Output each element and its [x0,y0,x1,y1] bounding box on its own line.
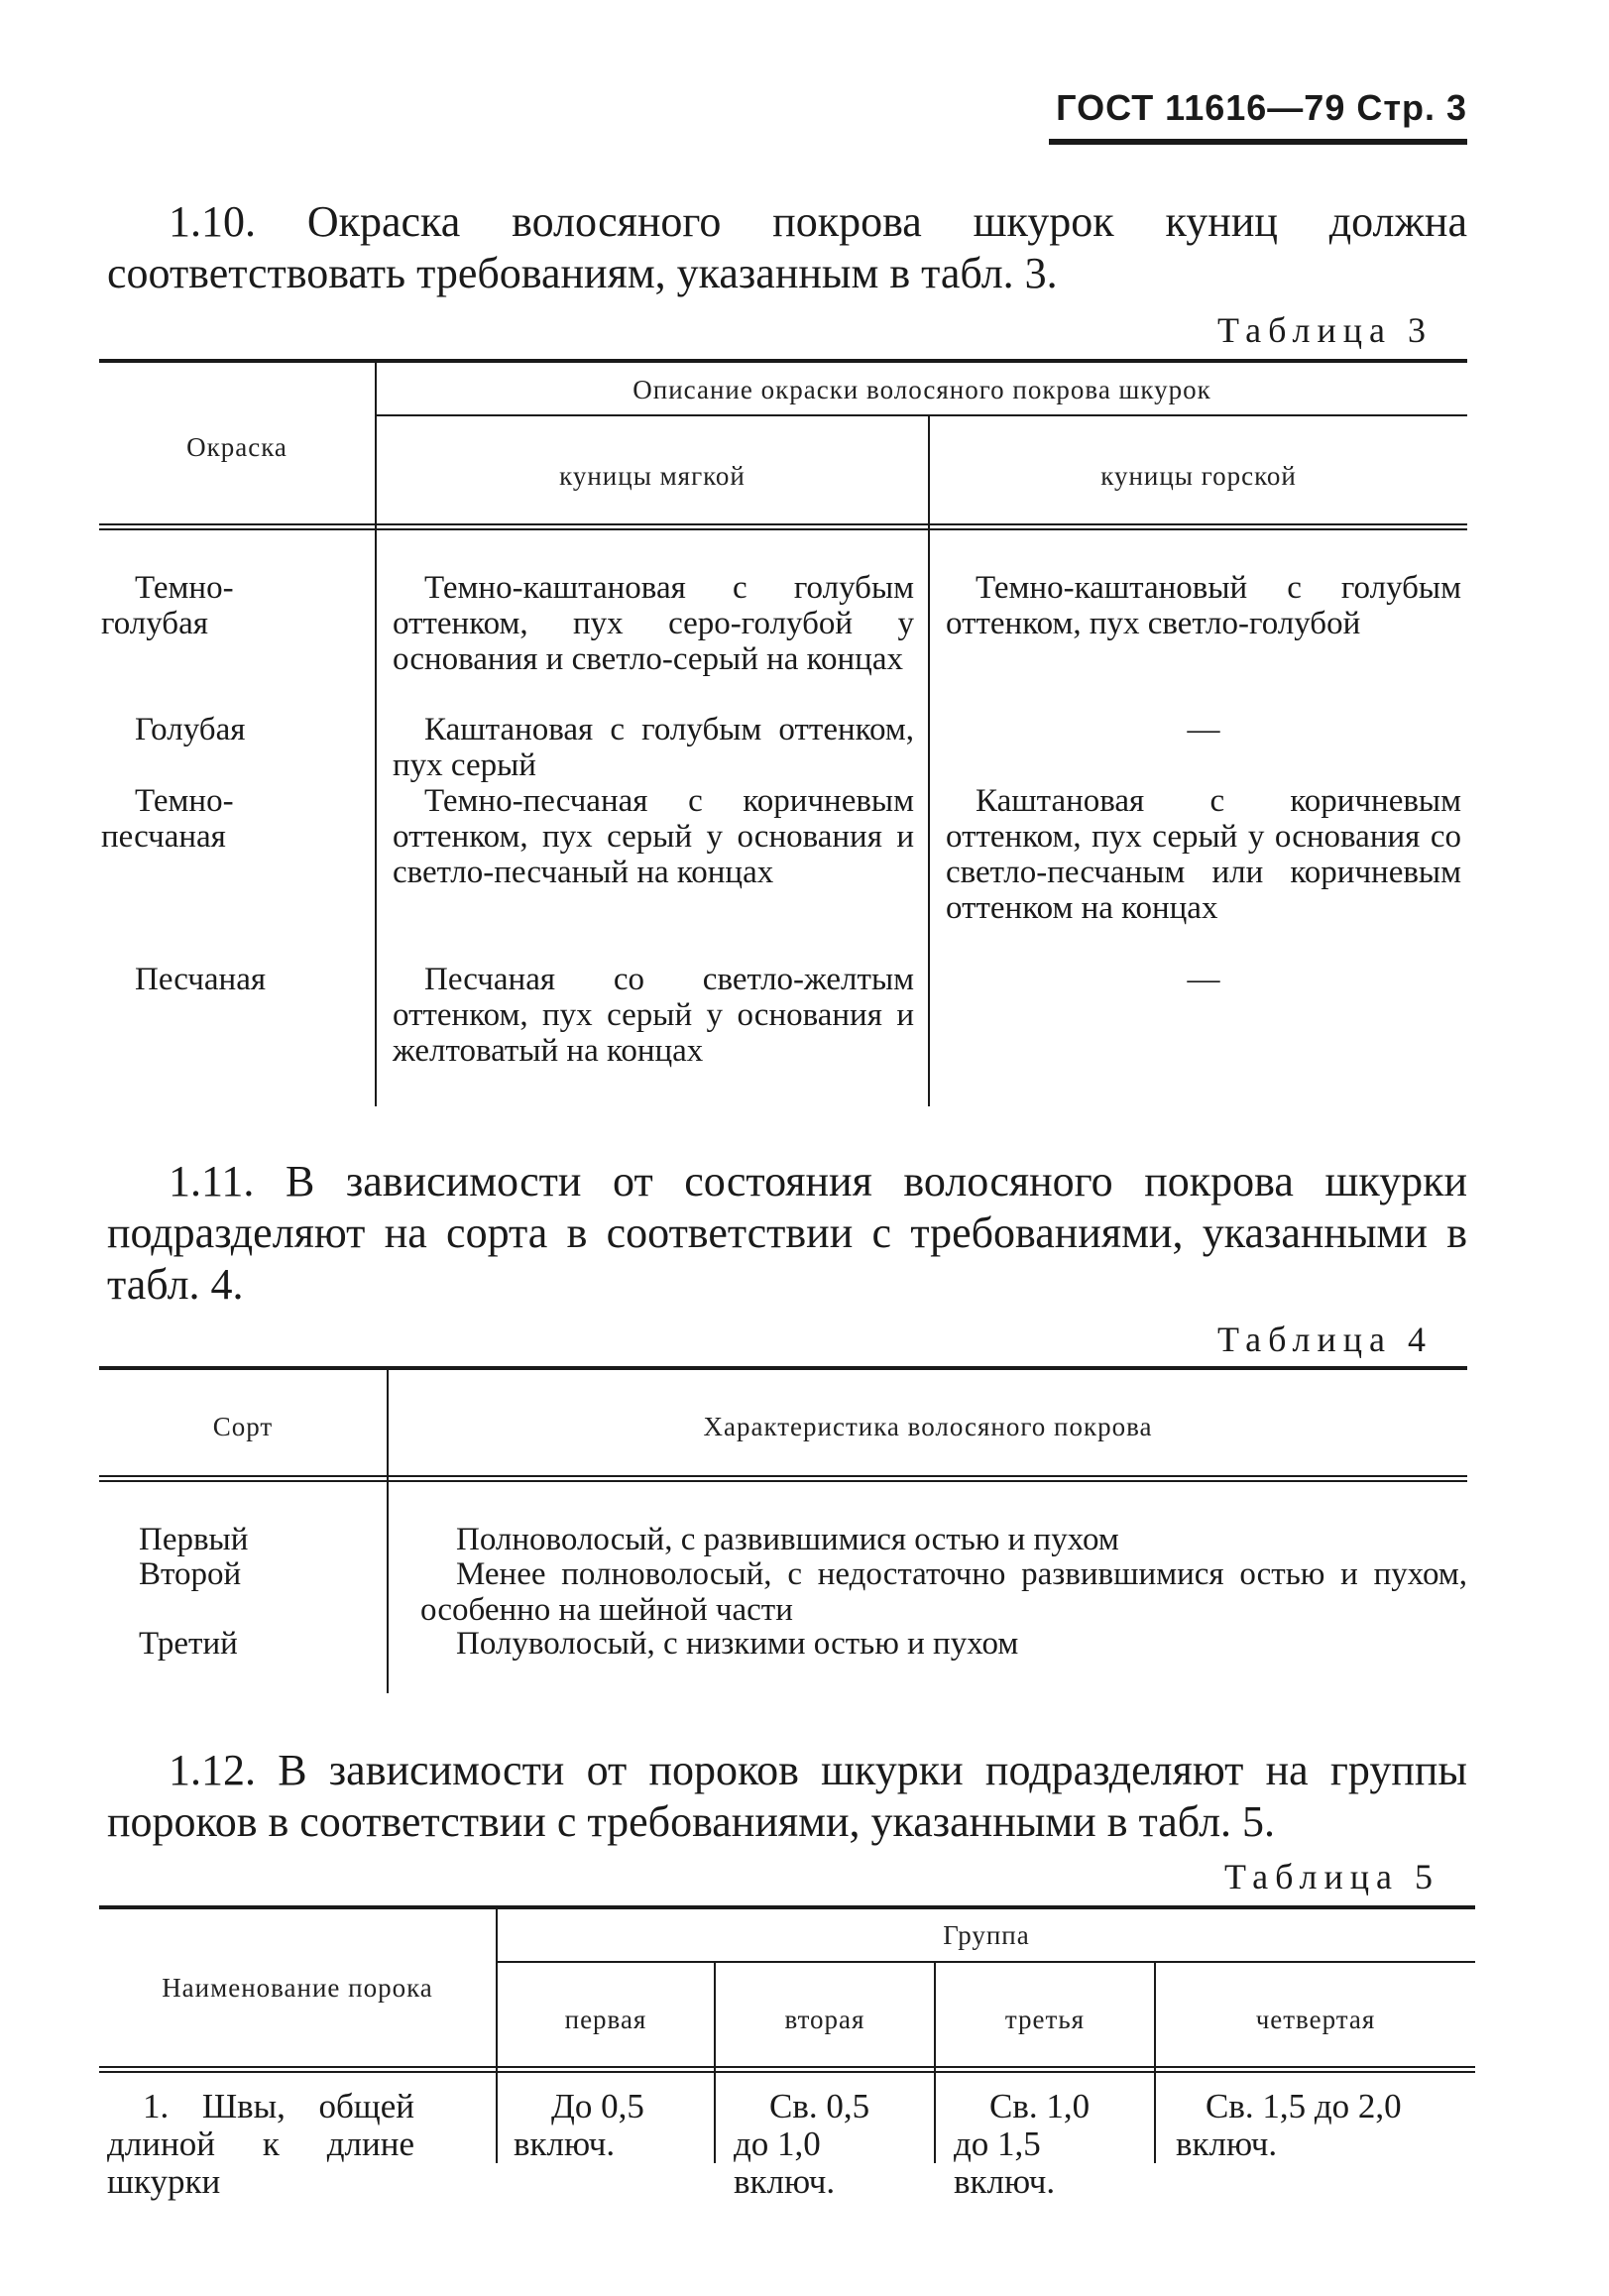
table4-caption: Таблица 4 [1217,1320,1433,1359]
section-1-12: 1.12. В зависимости от пороков шкурки подразделяют на группы пороков в соответствии с требованиями, указанными в табл. 5. [107,1746,1467,1846]
table3-row4-mountain: — [1187,962,1220,997]
table5-row1-g2: Св. 0,5 до 1,0 включ. [734,2087,870,2201]
table4-head-rule [99,1475,1467,1482]
table4-row1-desc: Полноволосый, с развившимися остью и пухом [456,1522,1119,1557]
table5-top-rule [99,1905,1475,1909]
table3-col-group: Описание окраски волосяного покрова шкурок [632,375,1211,404]
table3-row3-soft: Темно-песчаная с коричневым оттенком, пух серый у основания и светло-песчаный на концах [393,783,914,890]
header-rule [1049,139,1467,145]
table3-vline-2 [928,416,930,1106]
table5-head-rule [99,2066,1475,2073]
table3-row3-color: Темно-песчаная [101,783,234,855]
table5-col-name: Наименование порока [162,1973,433,2003]
table5-vline-3 [934,1963,936,2163]
table3-row2-color: Голубая [135,712,246,747]
table5-col-group: Группа [943,1920,1030,1950]
table5-row1-name: 1. Швы, общей длиной к длине шкурки [107,2087,414,2201]
table3-row2-soft: Каштановая с голубым оттенком, пух серый [393,712,914,783]
table4-row2-grade: Второй [139,1556,242,1592]
table3-row1-color: Темно-голубая [101,570,234,641]
table5-caption: Таблица 5 [1224,1857,1439,1896]
table3-row4-color: Песчаная [135,962,267,997]
table4-row1-grade: Первый [139,1522,249,1557]
section-1-11: 1.11. В зависимости от состояния волосяного покрова шкурки подразделяют на сорта в соответствии с требованиями, указанными в табл. 4. [107,1157,1467,1309]
table3-col-color: Окраска [186,432,287,462]
page-header: ГОСТ 11616—79 Стр. 3 [1056,87,1467,128]
table5-col-g4: четвертая [1255,2005,1376,2034]
table3-subhead-rule [377,414,1467,416]
table5-vline-2 [714,1963,716,2163]
table4-col-grade: Сорт [212,1412,274,1441]
section-1-10: 1.10. Окраска волосяного покрова шкурок куниц должна соответствовать требованиям, указанным в табл. 3. [107,197,1467,297]
table3-top-rule [99,359,1467,363]
table3-col-soft: куницы мягкой [559,461,746,491]
table3-row3-mountain: Каштановая с коричневым оттенком, пух серый у основания со светло-песчаным или коричневым оттенком на концах [946,783,1461,926]
table5-col-g1: первая [564,2005,647,2034]
table3-row1-soft: Темно-каштановая с голубым оттенком, пух серо-голубой у основания и светло-серый на концах [393,570,914,677]
table5-row1-g1: До 0,5 включ. [514,2087,644,2163]
table4-col-desc: Характеристика волосяного покрова [703,1412,1153,1441]
table3-row1-mountain: Темно-каштановый с голубым оттенком, пух светло-голубой [946,570,1461,641]
table5-col-g2: вторая [784,2005,865,2034]
table4-row3-desc: Полуволосый, с низкими остью и пухом [456,1626,1019,1662]
table4-top-rule [99,1366,1467,1370]
table4-row2-desc: Менее полноволосый, с недостаточно развившимися остью и пухом, особенно на шейной части [420,1556,1467,1628]
table5-row1-g4: Св. 1,5 до 2,0 включ. [1176,2087,1402,2163]
table4-row3-grade: Третий [139,1626,238,1662]
table3-row2-mountain: — [1187,712,1220,747]
table3-head-rule [99,523,1467,530]
table5-row1-g3: Св. 1,0 до 1,5 включ. [954,2087,1091,2201]
table5-subhead-rule [498,1961,1475,1963]
table3-col-mountain: куницы горской [1100,461,1297,491]
table3-caption: Таблица 3 [1217,310,1433,350]
table5-col-g3: третья [1004,2005,1086,2034]
table5-vline-4 [1154,1963,1156,2163]
table3-row4-soft: Песчаная со светло-желтым оттенком, пух серый у основания и желтоватый на концах [393,962,914,1069]
